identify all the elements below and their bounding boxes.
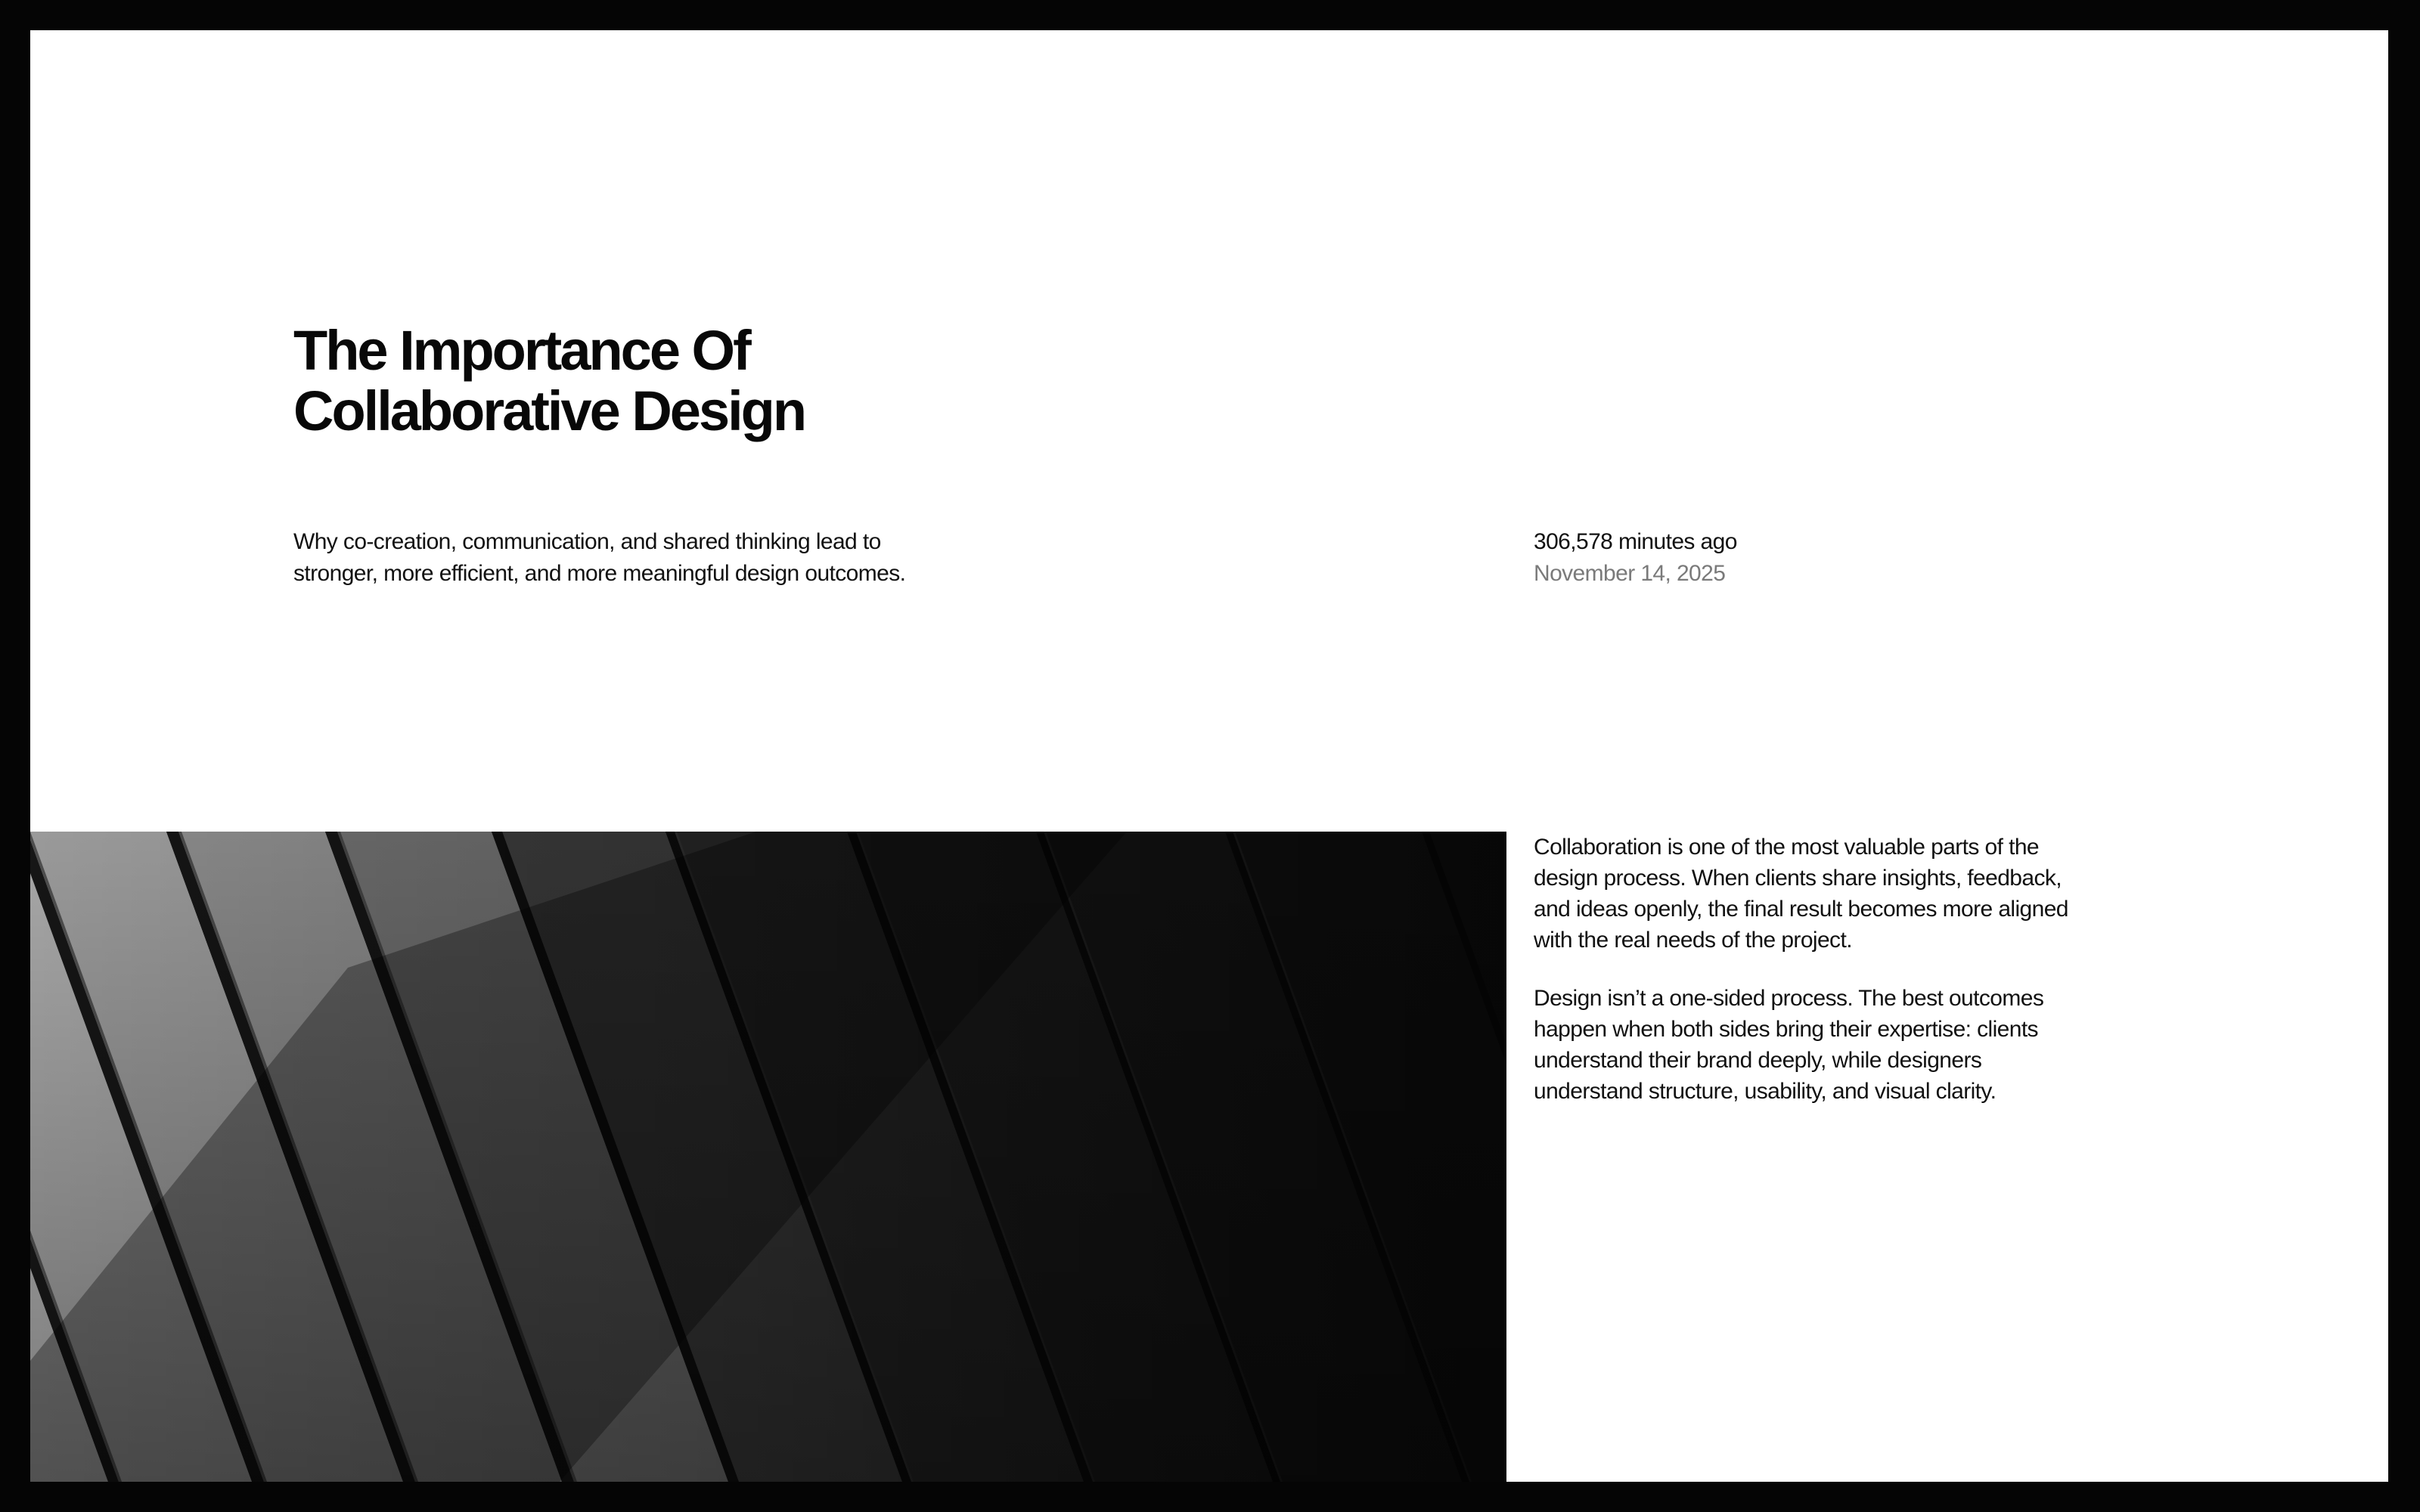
article-body	[1534, 832, 2078, 1134]
hero-image	[30, 832, 1506, 1482]
article-title	[293, 321, 1050, 442]
body-paragraph-1: Collaboration is one of the most valuable parts of the design process. When clients share insights, feedback, and ideas openly, the final result becomes more aligned with the real needs of the project.	[1534, 835, 2068, 953]
body-paragraph-2: Design isn’t a one-sided process. The best outcomes happen when both sides bring their expertise: clients understand their brand deeply, while designers understand structure, usability, and visual clarity.	[1534, 986, 2044, 1104]
title-line-2: Collaborative Design	[293, 380, 805, 442]
title-line-1: The Importance Of	[293, 319, 749, 382]
subtitle-line-1: Why co-creation, communication, and shared thinking lead to	[293, 529, 881, 554]
article-page	[30, 30, 2388, 1482]
article-subtitle	[293, 526, 974, 590]
article-meta	[1534, 526, 1987, 590]
hero-image-graphic	[30, 832, 1506, 1482]
publish-date: November 14, 2025	[1534, 561, 1726, 586]
subtitle-line-2: stronger, more efficient, and more meaningful design outcomes.	[293, 561, 906, 586]
relative-time: 306,578 minutes ago	[1534, 529, 1737, 554]
